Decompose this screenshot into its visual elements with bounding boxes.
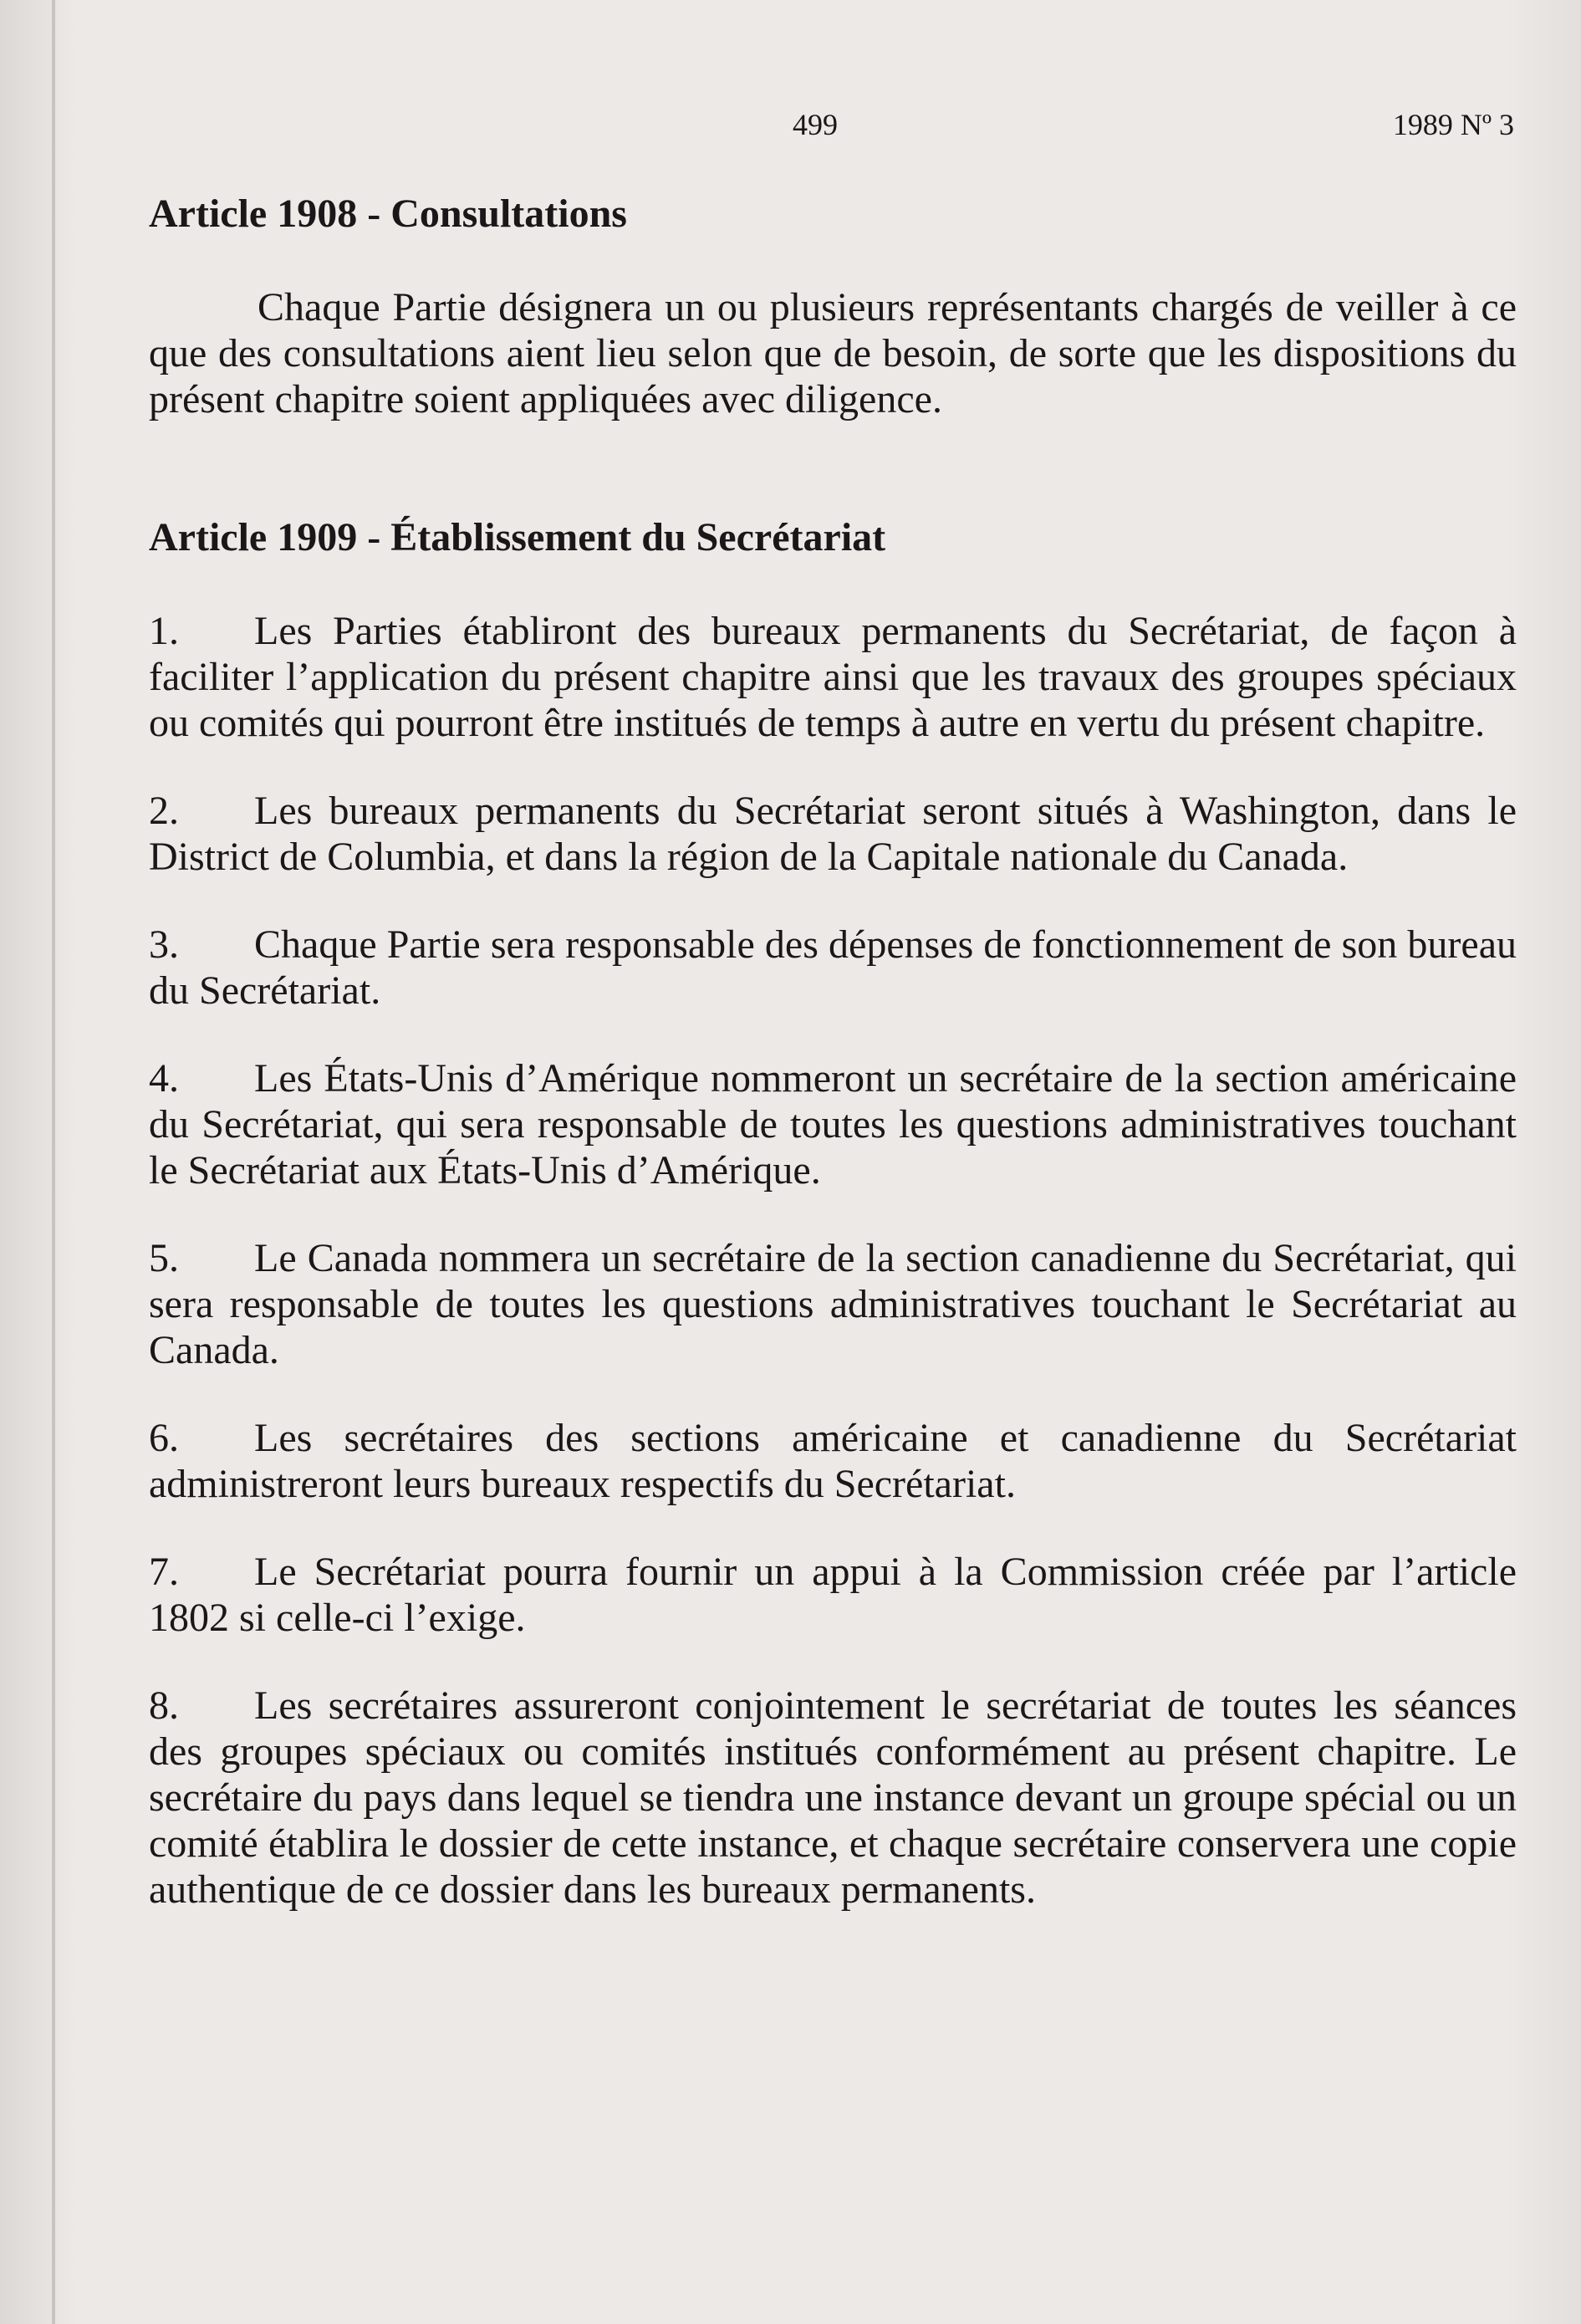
page-number: 499	[793, 108, 838, 141]
article-1909-paragraph-8	[149, 1683, 1517, 1913]
article-1909-paragraph-1	[149, 608, 1517, 746]
paragraph-number: 7.	[149, 1550, 179, 1594]
paragraph-number: 2.	[149, 789, 179, 833]
article-1909-paragraph-3	[149, 922, 1517, 1014]
paragraph-number: 4.	[149, 1056, 179, 1101]
paragraph-text: Chaque Partie sera responsable des dépenses de fonctionnement de son bureau du Secrétariat.	[149, 922, 1517, 1013]
paragraph-text: Le Canada nommera un secrétaire de la section canadienne du Secrétariat, qui sera responsable de toutes les questions administratives touchant le Secrétariat au Canada.	[149, 1236, 1517, 1372]
article-1908-heading: Article 1908 - Consultations	[149, 192, 627, 236]
paragraph-number: 8.	[149, 1683, 179, 1728]
article-1908-paragraph: Chaque Partie désignera un ou plusieurs représentants chargés de veiller à ce que des consultations aient lieu selon que de besoin, de sorte que les dispositions du présent chapitre soient appliquées avec diligence.	[149, 285, 1517, 421]
article-1909-paragraph-2	[149, 788, 1517, 880]
article-1909-paragraph-6	[149, 1415, 1517, 1507]
document-body	[149, 191, 1517, 1913]
paragraph-text: Les secrétaires des sections américaine et canadienne du Secrétariat administreront leurs bureaux respectifs du Secrétariat.	[149, 1416, 1517, 1506]
page-binding-edge	[52, 0, 55, 2324]
paragraph-text: Les Parties établiront des bureaux permanents du Secrétariat, de façon à faciliter l’application du présent chapitre ainsi que les travaux des groupes spéciaux ou comités qui pourront être institués de temps à autre en vertu du présent chapitre.	[149, 609, 1517, 745]
article-1909-paragraph-5	[149, 1235, 1517, 1373]
paragraph-number: 1.	[149, 609, 179, 653]
paragraph-text: Les bureaux permanents du Secrétariat seront situés à Washington, dans le District de Columbia, et dans la région de la Capitale nationale du Canada.	[149, 789, 1517, 879]
paragraph-number: 6.	[149, 1416, 179, 1460]
article-1909-paragraph-4	[149, 1055, 1517, 1193]
paragraph-text: Les États-Unis d’Amérique nommeront un secrétaire de la section américaine du Secrétariat, qui sera responsable de toutes les questions administratives touchant le Secrétariat aux États-Unis d’Amérique.	[149, 1056, 1517, 1193]
journal-issue: 1989 Nº 3	[1392, 108, 1514, 141]
article-1909-heading: Article 1909 - Établissement du Secrétariat	[149, 515, 886, 559]
paragraph-text: Les secrétaires assureront conjointement le secrétariat de toutes les séances des groupes spéciaux ou comités institués conformément au présent chapitre. Le secrétaire du pays dans lequel se tiendra une instance devant un groupe spécial ou un comité établira le dossier de cette instance, et chaque secrétaire conservera une copie authentique de ce dossier dans les bureaux permanents.	[149, 1683, 1517, 1912]
paragraph-text: Le Secrétariat pourra fournir un appui à la Commission créée par l’article 1802 si celle-ci l’exige.	[149, 1550, 1517, 1640]
paragraph-number: 3.	[149, 922, 179, 967]
paragraph-number: 5.	[149, 1236, 179, 1280]
article-1909-paragraph-7	[149, 1549, 1517, 1641]
